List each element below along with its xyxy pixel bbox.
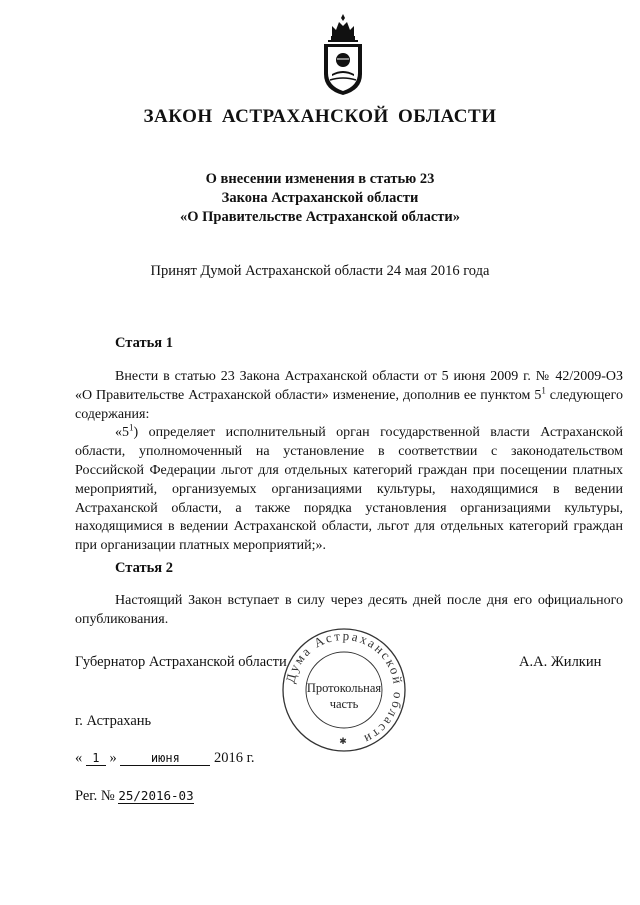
- date-day: 1: [86, 751, 106, 766]
- subtitle-line: «О Правительстве Астраханской области»: [179, 209, 461, 225]
- article-1-body: [75, 368, 623, 556]
- law-subtitle: [0, 170, 640, 227]
- adoption-note: Принят Думой Астраханской области 24 мая 2016 года: [150, 263, 490, 279]
- article-1-paragraph-2: «$5^1$) определяет исполнительный орган государственной власти Астраханской области, уполномоченный на установление в соответствии с законодательством Российской Федерации льгот для отдельных категорий граждан при посещении платных мероприятий, организуемых организациями культуры, находящимися в ведении Астраханской области, а также порядка установления организациями культуры, находящимися в ведении Астраханской области, льгот для отдельных категорий граждан при организации платных мероприятий;».: [75, 422, 623, 554]
- seal-center-line-1: Протокольная: [306, 681, 382, 695]
- city-name: г. Астрахань: [75, 713, 152, 729]
- date-month: июня: [120, 751, 210, 766]
- subtitle-line: О внесении изменения в статью 23: [205, 171, 435, 187]
- seal-ring-text: Дума Астраханской области: [282, 627, 407, 748]
- article-1-heading: Статья 1: [115, 335, 173, 351]
- date-year: 2016 г.: [214, 750, 255, 766]
- duma-seal-stamp: [280, 626, 408, 754]
- article-2-paragraph: Настоящий Закон вступает в силу через десять дней после дня его официального опубликования.: [75, 593, 623, 627]
- registration-line: [75, 788, 194, 805]
- article-2-body: [75, 592, 623, 630]
- subtitle-line: Закона Астраханской области: [221, 190, 419, 206]
- coat-of-arms-icon: [318, 12, 368, 96]
- seal-center-line-2: часть: [329, 697, 359, 711]
- article-2-heading: Статья 2: [115, 560, 173, 576]
- signing-date: « 1 » июня 2016 г.: [75, 750, 255, 766]
- law-title: ЗАКОН АСТРАХАНСКОЙ ОБЛАСТИ: [143, 106, 497, 127]
- article-1-paragraph-1: Внести в статью 23 Закона Астраханской области от 5 июня 2009 г. № 42/2009-ОЗ «О Правительстве Астраханской области» изменение, дополнив ее пунктом $5^1$ следующего содержания:: [75, 369, 624, 422]
- governor-title: Губернатор Астраханской области: [75, 654, 287, 670]
- governor-name: А.А. Жилкин: [519, 654, 602, 670]
- svg-text:✱: ✱: [339, 737, 347, 747]
- registration-label: Рег. №: [75, 788, 115, 804]
- registration-number: 25/2016-03: [118, 788, 194, 803]
